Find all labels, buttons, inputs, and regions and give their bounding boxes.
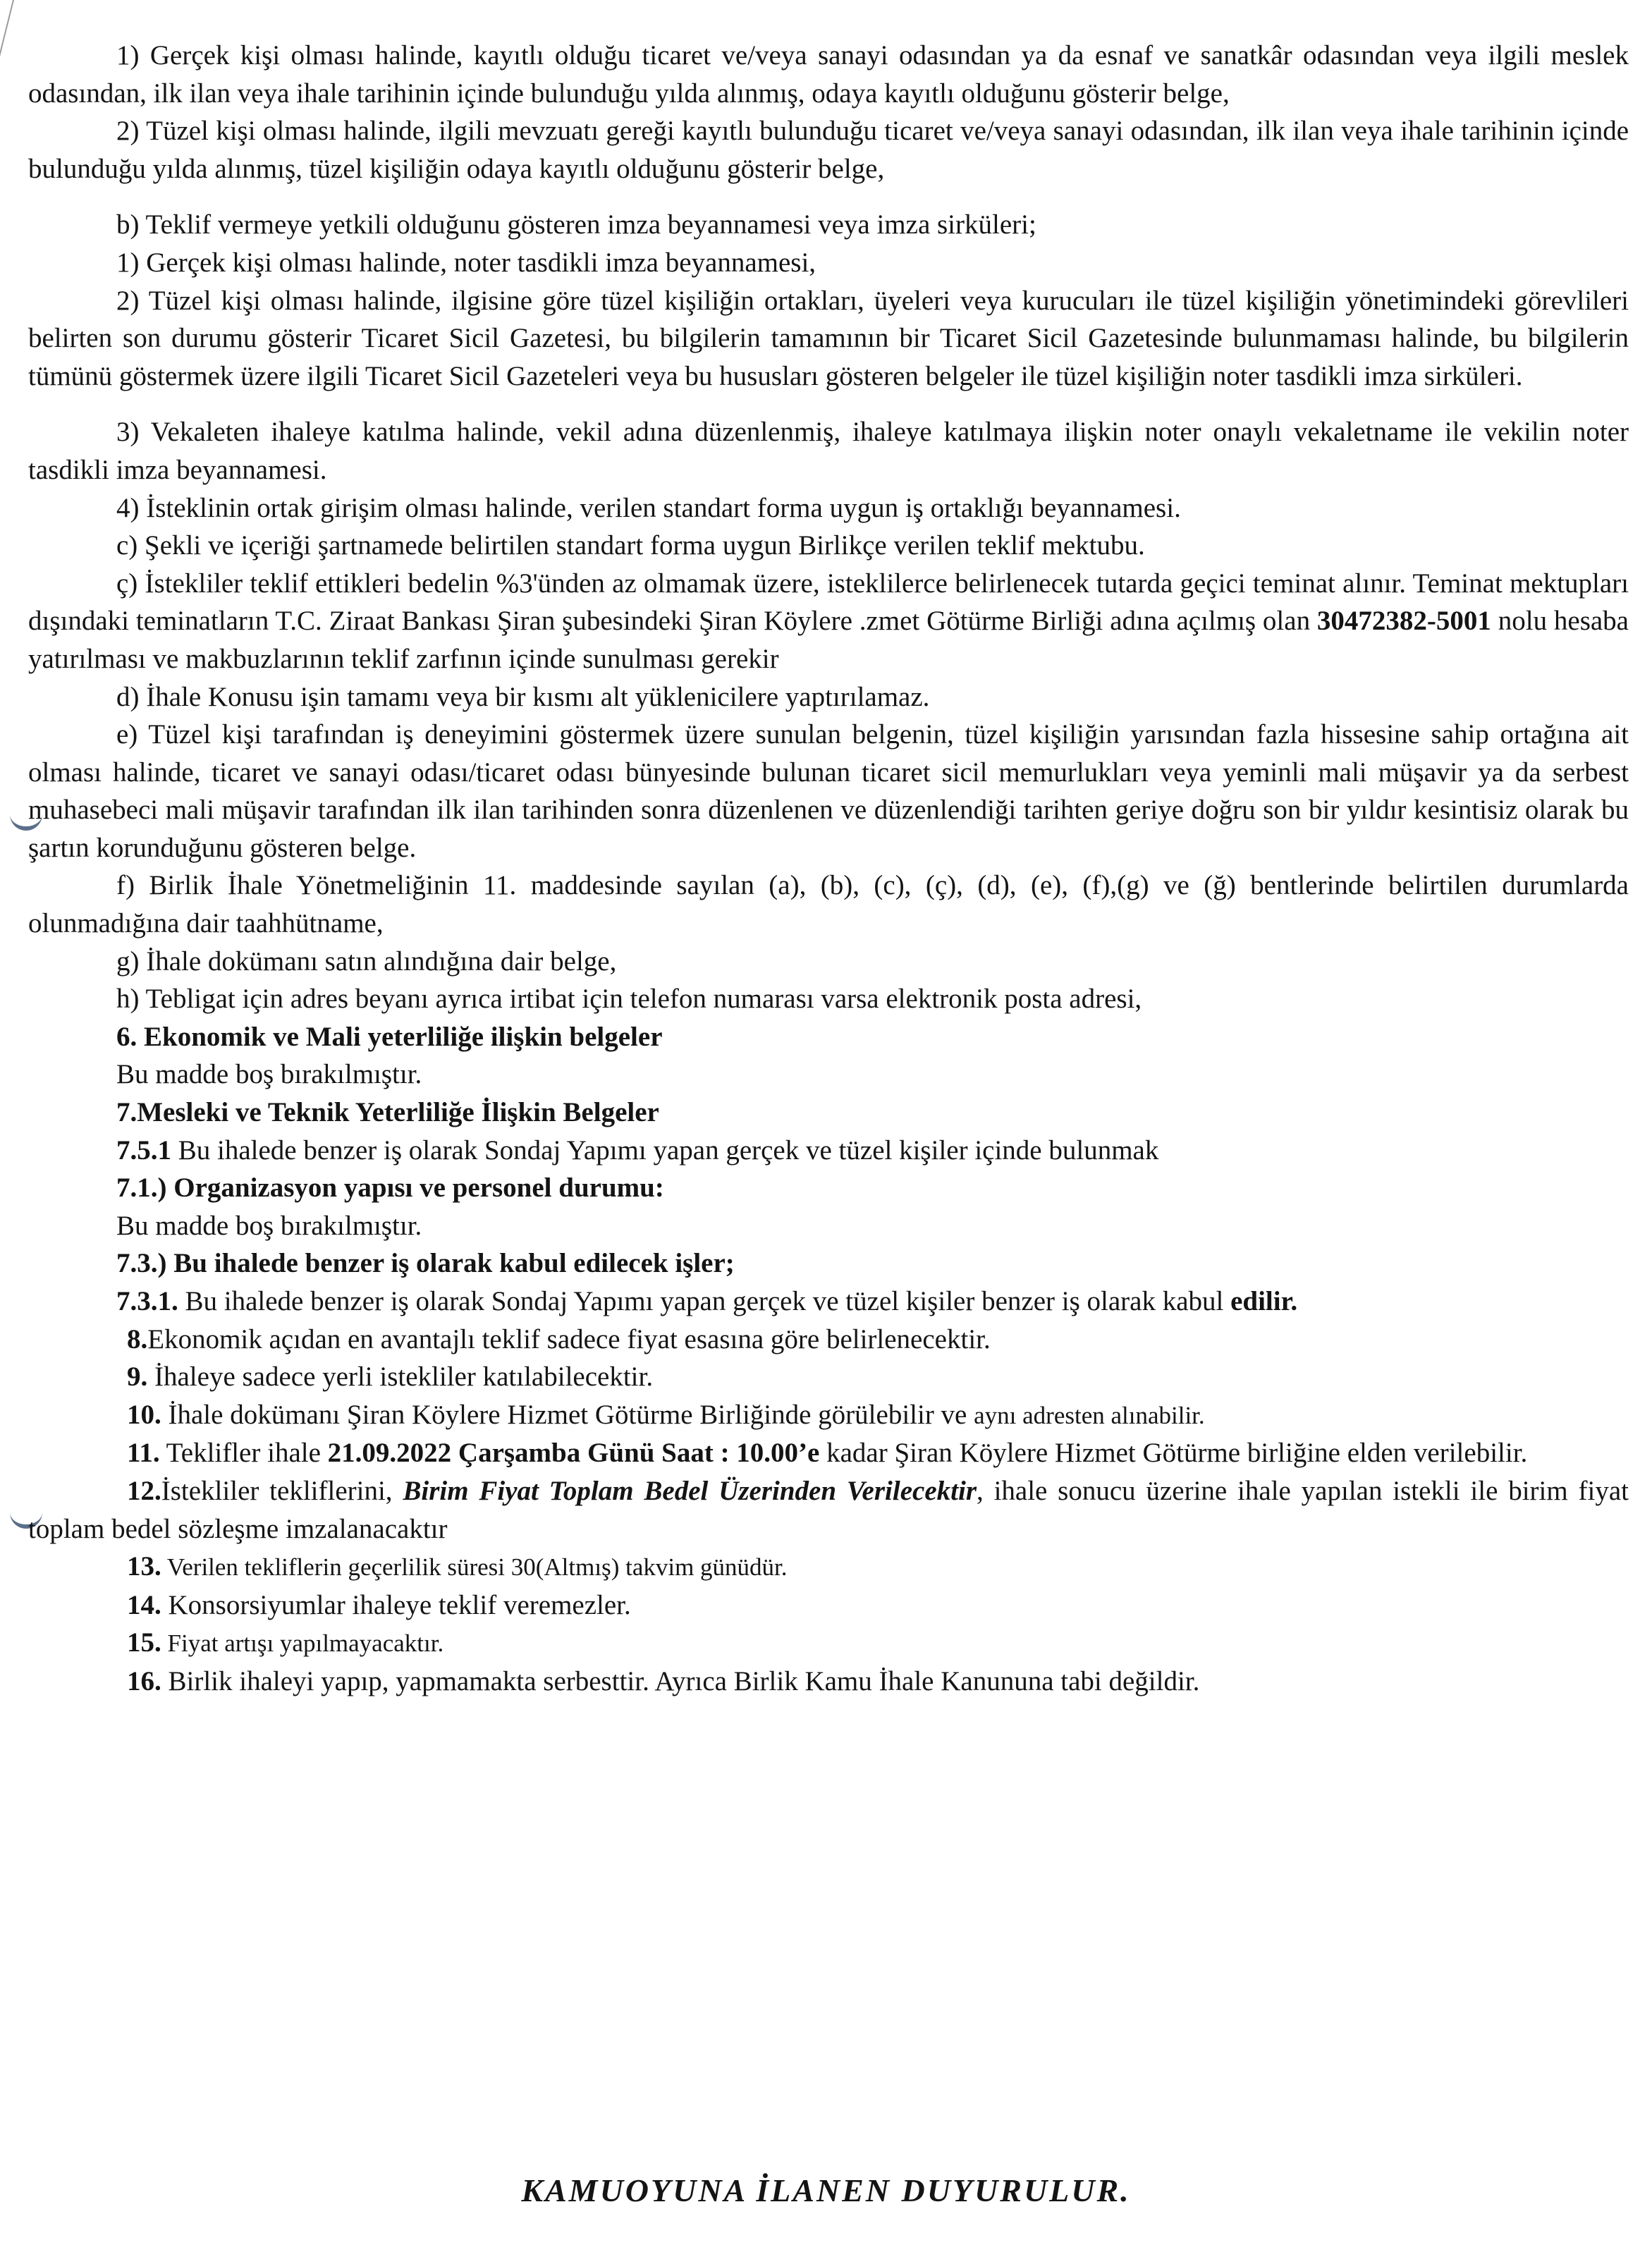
paragraph — [28, 1624, 1629, 1663]
paragraph — [28, 1472, 1629, 1548]
item-number: 9. — [127, 1362, 148, 1393]
deadline-datetime: 21.09.2022 Çarşamba Günü Saat : 10.00’e — [327, 1438, 820, 1469]
emphasis-text: Birim Fiyat Toplam Bedel Üzerinden Verilecektir — [403, 1475, 977, 1506]
text-run: Verilen tekliflerin geçerlilik süresi 30(Altmış) takvim günüdür. — [161, 1553, 788, 1582]
text-run: aynı adresten alınabilir. — [974, 1401, 1205, 1429]
text-run: nolu hesaba yatırılması ve makbuzlarının teklif zarfının içinde sunulması gerekir — [28, 606, 1629, 674]
item-number: 7.3.1. — [116, 1286, 178, 1316]
text-run: Birlik ihaleyi yapıp, yapmamakta serbesttir. Ayrıca Birlik Kamu İhale Kanununa tabi değildir. — [161, 1665, 1200, 1696]
item-number: 8. — [127, 1323, 148, 1354]
section-heading: 7.1.) Organizasyon yapısı ve personel durumu: — [116, 1173, 664, 1204]
closing-announcement: KAMUOYUNA İLANEN DUYURULUR. — [521, 2172, 1131, 2208]
text-run: İstekliler tekliflerini, — [161, 1475, 403, 1506]
paragraph: Bu madde boş bırakılmıştır. — [116, 1210, 422, 1241]
document-body — [28, 37, 1629, 1701]
paragraph: d) İhale Konusu işin tamamı veya bir kısmı alt yüklenicilere yaptırılamaz. — [116, 681, 930, 712]
paragraph: 3) Vekaleten ihaleye katılma halinde, vekil adına düzenlenmiş, ihaleye katılmaya ilişkin noter onaylı vekaletname ile vekilin noter tasdikli imza beyannamesi. — [28, 417, 1629, 485]
paragraph — [28, 1548, 1629, 1586]
bank-account-number: 30472382-5001 — [1316, 606, 1491, 637]
text-run: Ekonomik açıdan en avantajlı teklif sadece fiyat esasına göre belirlenecektir. — [147, 1323, 991, 1354]
paragraph: 2) Tüzel kişi olması halinde, ilgili mevzuatı gereği kayıtlı bulunduğu ticaret ve/veya sanayi odasından, ilk ilan veya ihale tarihinin içinde bulunduğu yılda alınmış, tüzel kişiliğin odaya kayıtlı olduğunu gösterir belge, — [28, 116, 1629, 184]
text-run: edilir. — [1230, 1286, 1298, 1316]
text-run: Bu ihalede benzer iş olarak Sondaj Yapımı yapan gerçek ve tüzel kişiler içinde bulunmak — [171, 1134, 1159, 1166]
section-heading: 7.Mesleki ve Teknik Yeterliliğe İlişkin Belgeler — [116, 1097, 659, 1128]
scan-edge-mark — [0, 0, 14, 78]
paragraph — [28, 1358, 1629, 1396]
item-number: 11. — [127, 1438, 160, 1469]
paragraph: 2) Tüzel kişi olması halinde, ilgisine göre tüzel kişiliğin ortakları, üyeleri veya kurucuları ile tüzel kişiliğin yönetimindeki görevlileri belirten son durumu gösterir Ticaret Sicil Gazetesi, bu bilgilerin tamamının bir Ticaret Sicil Gazetesinde bulunmaması halinde, bu bilgilerin tümünü göstermek üzere ilgili Ticaret Sicil Gazeteleri veya bu hususları gösteren belgeler ile tüzel kişiliğin noter tasdikli imza sirküleri. — [28, 285, 1629, 391]
paragraph — [28, 1283, 1629, 1321]
item-number: 14. — [127, 1589, 161, 1620]
paragraph — [28, 1132, 1629, 1170]
paragraph — [28, 1663, 1629, 1701]
item-number: 12. — [127, 1475, 161, 1506]
text-run: Bu ihalede benzer iş olarak Sondaj Yapımı yapan gerçek ve tüzel kişiler benzer iş olarak kabul — [178, 1286, 1231, 1316]
item-number: 16. — [127, 1665, 161, 1696]
paragraph: b) Teklif vermeye yetkili olduğunu gösteren imza beyannamesi veya imza sirküleri; — [116, 209, 1036, 240]
paragraph: h) Tebligat için adres beyanı ayrıca irtibat için telefon numarası varsa elektronik posta adresi, — [116, 984, 1142, 1015]
paragraph: f) Birlik İhale Yönetmeliğinin 11. maddesinde sayılan (a), (b), (c), (ç), (d), (e), (f),(g) ve (ğ) bentlerinde belirtilen durumlarda olunmadığına dair taahhütname, — [28, 870, 1629, 939]
text-run: Teklifler ihale — [159, 1438, 328, 1469]
item-number: 7.5.1 — [116, 1134, 171, 1166]
text-run: ç) İstekliler teklif ettikleri bedelin %3'ünden az olmamak üzere, isteklilerce belirlenecek tutarda geçici teminat alınır. Teminat mektupları dışındaki teminatların T.C. Ziraat Bankası Şiran şubesindeki Şiran Köylere .zmet Götürme Birliği adına açılmış olan — [28, 568, 1629, 637]
text-run: İhaleye sadece yerli istekliler katılabilecektir. — [147, 1362, 654, 1393]
paragraph-guarantee — [28, 565, 1629, 678]
paragraph: Bu madde boş bırakılmıştır. — [116, 1059, 422, 1090]
item-number: 10. — [127, 1399, 161, 1430]
text-run: İhale dokümanı Şiran Köylere Hizmet Götürme Birliğinde görülebilir ve — [161, 1399, 974, 1430]
paragraph: e) Tüzel kişi tarafından iş deneyimini göstermek üzere sunulan belgenin, tüzel kişiliğin yarısından fazla hissesine sahip ortağına ait olması halinde, ticaret ve sanayi odası/ticaret odası bünyesinde bulunan ticaret sicil memurlukları veya yeminli mali müşavir ya da serbest muhasebeci mali müşavir tarafından ilk ilan tarihinden sonra düzenlenen ve düzenlendiği tarihten geriye doğru son bir yıldır kesintisiz olarak bu şartın korunduğunu gösteren belge. — [28, 719, 1629, 863]
paragraph — [28, 1321, 1629, 1359]
paragraph: g) İhale dokümanı satın alındığına dair belge, — [116, 946, 617, 977]
item-number: 13. — [127, 1551, 161, 1582]
section-heading: 6. Ekonomik ve Mali yeterliliğe ilişkin belgeler — [116, 1021, 663, 1052]
paragraph: 1) Gerçek kişi olması halinde, kayıtlı olduğu ticaret ve/veya sanayi odasından ya da esnaf ve sanatkâr odasından veya ilgili meslek odasından, ilk ilan veya ihale tarihinin içinde bulunduğu yılda alınmış, odaya kayıtlı olduğunu gösterir belge, — [28, 40, 1629, 109]
paragraph — [28, 1396, 1629, 1435]
text-run: , ihale sonucu üzerine ihale yapılan istekli ile birim fiyat toplam bedel sözleşme imzalanacaktır — [28, 1475, 1629, 1544]
item-number: 15. — [127, 1627, 161, 1658]
text-run: Fiyat artışı yapılmayacaktır. — [161, 1629, 444, 1658]
paragraph: c) Şekli ve içeriği şartnamede belirtilen standart forma uygun Birlikçe verilen teklif mektubu. — [116, 530, 1145, 561]
paragraph — [28, 1434, 1629, 1472]
paragraph — [28, 1586, 1629, 1625]
text-run: Konsorsiyumlar ihaleye teklif veremezler. — [161, 1589, 631, 1620]
section-heading: 7.3.) Bu ihalede benzer iş olarak kabul edilecek işler; — [116, 1248, 735, 1279]
paragraph: 4) İsteklinin ortak girişim olması halinde, verilen standart forma uygun iş ortaklığı beyannamesi. — [116, 492, 1181, 523]
text-run: kadar Şiran Köylere Hizmet Götürme birliğine elden verilebilir. — [819, 1438, 1528, 1469]
paragraph: 1) Gerçek kişi olması halinde, noter tasdikli imza beyannamesi, — [116, 247, 816, 278]
